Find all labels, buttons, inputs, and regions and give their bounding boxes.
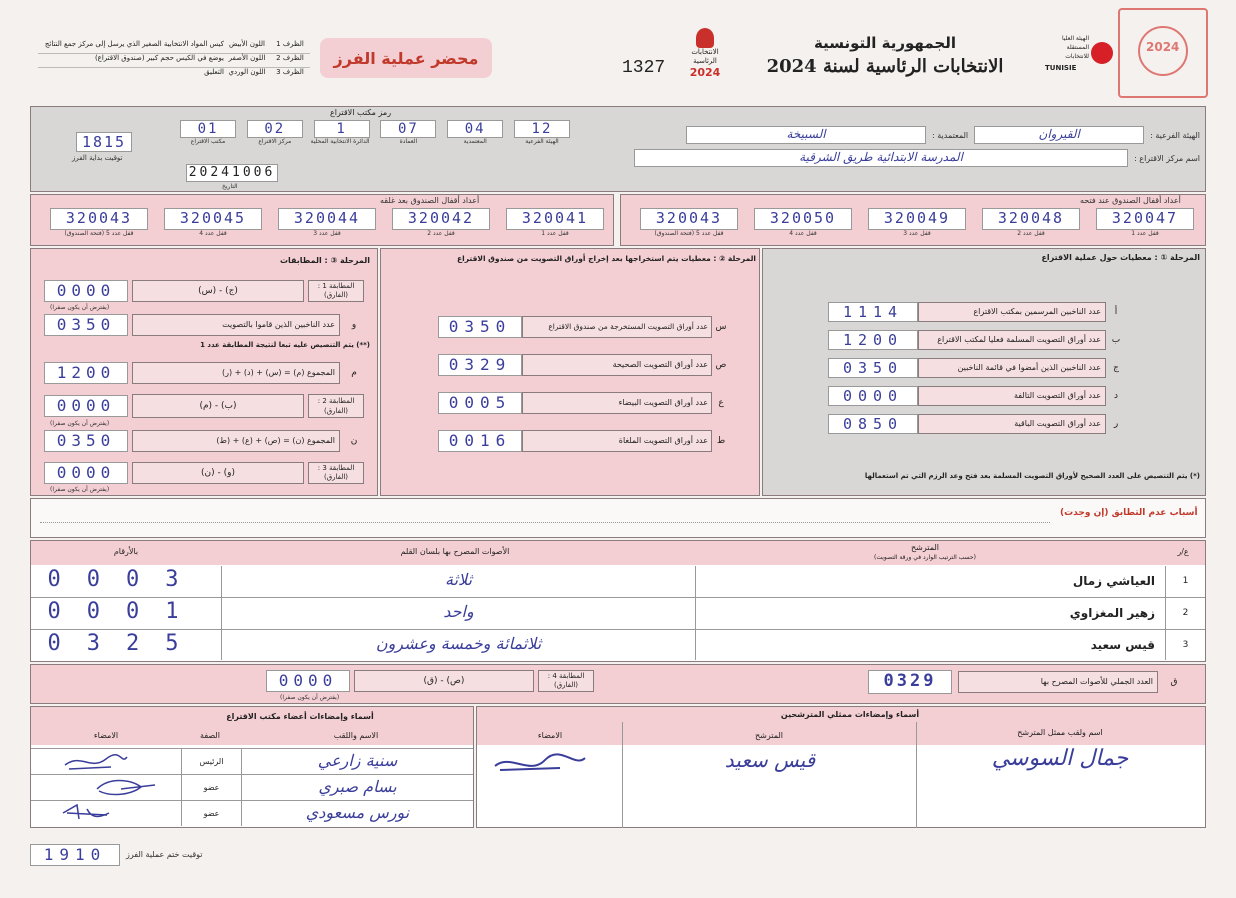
match2-sub: (الفارق) <box>323 407 349 415</box>
row-key: ص <box>715 360 727 370</box>
match3-formula: (و) - (ن) <box>132 462 304 484</box>
member-signature <box>31 775 181 800</box>
isie-logo <box>1045 32 1113 92</box>
code-label: المعتمدية <box>463 138 487 145</box>
sum-m-key: م <box>351 368 357 378</box>
row-value: 1200 <box>828 330 918 350</box>
row-label: عدد الناخبين المرسمين بمكتب الاقتراع <box>918 302 1106 322</box>
candidate-row <box>31 598 1205 630</box>
member-name: سنية زارعي <box>241 749 473 774</box>
candidate-words: ثلاثة <box>221 566 695 597</box>
branch-field <box>634 124 1200 146</box>
stage3-title: المرحلة ③ : المطابقات <box>279 256 370 265</box>
envelope-color: اللون الأبيض <box>229 40 265 48</box>
member-role: عضو <box>181 801 241 826</box>
col-name <box>690 543 1160 562</box>
member-signature <box>31 749 181 774</box>
envelope-legend <box>38 40 310 82</box>
lock-label: قفل عدد 4 <box>199 230 227 237</box>
row-label: عدد الناخبين الذين أمضوا في قائمة الناخبين <box>918 358 1106 378</box>
code-cell <box>380 120 436 156</box>
col-words: الأصوات المصرح بها بلسان القلم <box>400 547 510 556</box>
code-value: 12 <box>514 120 570 138</box>
row-label: عدد أوراق التصويت الملغاة <box>522 430 712 452</box>
candidate-row <box>31 630 1205 660</box>
lock-value: 320049 <box>868 208 966 230</box>
sum-n-row <box>44 430 364 452</box>
total-label: العدد الجملي للأصوات المصرح بها <box>958 671 1158 693</box>
lock-value: 320048 <box>982 208 1080 230</box>
start-time-label: توقيت بداية الفرز <box>72 154 123 162</box>
envelope-label: الظرف 2 <box>276 54 304 62</box>
serial-number: 1327 <box>622 58 666 78</box>
code-value: 07 <box>380 120 436 138</box>
col-digits: بالأرقام <box>113 547 139 556</box>
lock-label: قفل عدد 3 <box>903 230 931 237</box>
candidate-words: ثلاثمائة وخمسة وعشرون <box>221 630 695 660</box>
candidate-num: 3 <box>1165 630 1205 660</box>
mismatch-row <box>30 498 1206 538</box>
envelope-desc: كيس المواد الانتخابية الصغير الذي يرسل إلى مركز جمع النتائج <box>44 40 224 48</box>
envelope-color: اللون الوردي <box>228 68 266 76</box>
envelope-label: الظرف 3 <box>276 68 304 76</box>
voters-label: عدد الناخبين الذين قاموا بالتصويت <box>132 314 340 336</box>
members-col-role: الصفة <box>200 731 220 740</box>
isie-abbr: TUNISIE <box>1045 64 1077 72</box>
envelope-row <box>38 40 310 54</box>
match4-note: (يفترض أن يكون صفرا) <box>280 694 340 701</box>
stage2-rows <box>430 316 730 452</box>
row-key: ب <box>1111 335 1121 345</box>
match1-note: (يفترض أن يكون صفرا) <box>50 304 110 311</box>
match3-title: المطابقة 3 : <box>317 464 355 472</box>
member-rows <box>31 748 473 826</box>
doc-title <box>320 38 492 78</box>
stage2-row <box>430 392 730 414</box>
candidate-digits: 0003 <box>47 567 205 592</box>
stage1-note: (*) يتم التنصيص على العدد الصحيح لأوراق التصويت المسلمة بعد فتح وعد الرزم التي تم استعمالها <box>864 472 1200 480</box>
match3-label <box>308 462 364 484</box>
lock-value: 320043 <box>50 208 148 230</box>
row-value: 0350 <box>438 316 522 338</box>
candidate-name: قيس سعيد <box>695 630 1165 660</box>
candidate-num: 1 <box>1165 566 1205 597</box>
match3-note: (يفترض أن يكون صفرا) <box>50 486 110 493</box>
lock-label: قفل عدد 1 <box>1131 230 1159 237</box>
delegation-value: السبيخة <box>686 126 926 144</box>
envelope-row <box>38 54 310 68</box>
lock-value: 320044 <box>278 208 376 230</box>
envelope-color: اللون الأصفر <box>228 54 266 62</box>
member-signature <box>31 801 181 826</box>
logo-mark-icon <box>696 28 714 48</box>
code-cell <box>447 120 503 156</box>
lock-value: 320041 <box>506 208 604 230</box>
logo-text: الانتخابات الرئاسية <box>691 48 719 65</box>
rep-signature-mark <box>490 748 590 778</box>
rep-signature <box>490 748 590 782</box>
code-value: 02 <box>247 120 303 138</box>
code-label: الدائرة الانتخابية المحلية <box>310 138 370 145</box>
match2-formula: (ب) - (م) <box>132 394 304 418</box>
stage1-row <box>822 358 1126 378</box>
member-name: نورس مسعودي <box>241 801 473 826</box>
member-signature-mark <box>57 801 117 825</box>
match4-formula: (ص) - (ق) <box>354 670 534 692</box>
lock-cell <box>640 208 738 237</box>
lock-value: 320045 <box>164 208 262 230</box>
match4-title: المطابقة 4 : <box>547 672 585 680</box>
date-value: 20241006 <box>186 164 278 182</box>
sum-m-row <box>44 362 364 384</box>
member-role: عضو <box>181 775 241 800</box>
row-key: د <box>1113 391 1118 401</box>
row-key: أ <box>1114 307 1118 317</box>
envelope-desc: التعليق <box>204 68 224 76</box>
election-logo <box>680 28 730 90</box>
match1-sub: (الفارق) <box>323 291 349 299</box>
end-time-label: توقيت ختم عملية الفرز <box>126 850 203 859</box>
stage1-row <box>822 386 1126 406</box>
match4-value: 0000 <box>266 670 350 692</box>
code-label: الهيئة الفرعية <box>525 138 559 145</box>
col-name-title: المترشح <box>911 543 939 552</box>
lock-cell <box>982 208 1080 237</box>
match3 <box>44 462 364 484</box>
lock-cell <box>164 208 262 237</box>
code-cell <box>247 120 303 156</box>
members-col-sig: الامضاء <box>93 731 119 740</box>
locks-before-title: أعداد أقفال الصندوق عند فتحه <box>1080 196 1181 205</box>
republic-title: الجمهورية التونسية <box>814 34 956 52</box>
reps-col-rep: اسم ولقب ممثل المترشح <box>1017 728 1103 737</box>
center-field <box>634 148 1200 168</box>
members-col-name: الاسم واللقب <box>333 731 379 740</box>
center-value: المدرسة الابتدائية طريق الشرقية <box>634 149 1128 167</box>
lock-cell <box>868 208 966 237</box>
sum-n-value: 0350 <box>44 430 128 452</box>
row-key: ع <box>718 398 724 408</box>
row-label: عدد أوراق التصويت التالفة <box>918 386 1106 406</box>
election-title: الانتخابات الرئاسية لسنة 2024 <box>766 56 1004 77</box>
row-value: 0005 <box>438 392 522 414</box>
locks-after-row <box>50 208 604 237</box>
lock-value: 320050 <box>754 208 852 230</box>
voters-row <box>44 314 364 336</box>
lock-label: قفل عدد 2 <box>1017 230 1045 237</box>
row-value: 0350 <box>828 358 918 378</box>
match2-title: المطابقة 2 : <box>317 397 355 405</box>
match2-note: (يفترض أن يكون صفرا) <box>50 420 110 427</box>
total-key: ق <box>1170 677 1178 687</box>
row-value: 0016 <box>438 430 522 452</box>
candidate-digits: 0325 <box>47 631 205 656</box>
lock-cell <box>50 208 148 237</box>
mismatch-line <box>40 522 1050 523</box>
rep-name: جمال السوسي <box>991 746 1129 771</box>
office-code-title: رمز مكتب الاقتراع <box>330 108 392 117</box>
total-field <box>694 670 1184 694</box>
stage1-row <box>822 414 1126 434</box>
match4-sub: (الفارق) <box>553 681 579 689</box>
match1-label <box>308 280 364 302</box>
row-value: 1114 <box>828 302 918 322</box>
lock-value: 320042 <box>392 208 490 230</box>
code-cell <box>310 120 370 156</box>
code-label: مكتب الاقتراع <box>190 138 226 145</box>
lock-label: قفل عدد 5 (فتحة الصندوق) <box>64 230 134 237</box>
match2 <box>44 394 364 418</box>
match1-formula: (ج) - (س) <box>132 280 304 302</box>
envelope-label: الظرف 1 <box>276 40 304 48</box>
lock-cell <box>278 208 376 237</box>
stage2-row <box>430 354 730 376</box>
row-key: س <box>715 322 727 332</box>
lock-cell <box>392 208 490 237</box>
member-row <box>31 800 473 826</box>
lock-label: قفل عدد 1 <box>541 230 569 237</box>
match1-title: المطابقة 1 : <box>317 282 355 290</box>
code-value: 04 <box>447 120 503 138</box>
member-signature-mark <box>91 775 161 799</box>
member-name: بسام صبري <box>241 775 473 800</box>
stage1-title: المرحلة ① : معطيات حول عملية الاقتراع <box>1041 253 1200 262</box>
candidate-name: العياشي زمال <box>695 566 1165 597</box>
code-cell <box>180 120 236 156</box>
code-label: مركز الاقتراع <box>258 138 292 145</box>
reps-col-sig: الامضاء <box>537 731 563 740</box>
match1-value: 0000 <box>44 280 128 302</box>
stage2-row <box>430 316 730 338</box>
voters-key: و <box>351 320 357 330</box>
stage1-row <box>822 302 1126 322</box>
reps-title: أسماء وإمضاءات ممثلي المترشحين <box>780 710 920 719</box>
start-time: 1815 <box>76 132 132 152</box>
stage2-row <box>430 430 730 452</box>
envelope-desc: يوضع في الكيس حجم كبير (صندوق الاقتراع) <box>94 54 224 62</box>
match3-value: 0000 <box>44 462 128 484</box>
row-key: ر <box>1113 419 1119 429</box>
row-label: عدد أوراق التصويت المسلمة فعليا لمكتب الاقتراع <box>918 330 1106 350</box>
candidate-words: واحد <box>221 598 695 629</box>
candidate-digits: 0001 <box>47 599 205 624</box>
center-label: اسم مركز الاقتراع : <box>1134 153 1200 163</box>
mismatch-label: أسباب عدم التطابق (إن وجدت) <box>1060 508 1198 518</box>
candidate-num: 2 <box>1165 598 1205 629</box>
envelope-row <box>38 68 310 82</box>
members-title: أسماء وإمضاءات أعضاء مكتب الاقتراع <box>226 712 374 721</box>
col-name-sub: (حسب الترتيب الوارد في ورقة التصويت) <box>874 554 976 561</box>
row-key: ط <box>716 436 726 446</box>
row-value: 0329 <box>438 354 522 376</box>
office-codes <box>180 120 570 156</box>
member-signature-mark <box>61 749 131 773</box>
row-value: 0000 <box>828 386 918 406</box>
sum-m-label: المجموع (م) = (س) + (د) + (ر) <box>132 362 340 384</box>
locks-after-title: أعداد أقفال الصندوق بعد غلقه <box>380 196 480 205</box>
row-label: عدد أوراق التصويت الصحيحة <box>522 354 712 376</box>
reps-divider <box>622 722 623 828</box>
sum-n-key: ن <box>350 436 358 446</box>
lock-label: قفل عدد 3 <box>313 230 341 237</box>
branch-label: الهيئة الفرعية : <box>1150 130 1200 140</box>
match3-sub: (الفارق) <box>323 473 349 481</box>
stage1-row <box>822 330 1126 350</box>
candidate-rows <box>31 566 1205 660</box>
logo-year: 2024 <box>689 66 721 79</box>
lock-label: قفل عدد 4 <box>789 230 817 237</box>
match2-label <box>308 394 364 418</box>
date-label: التاريخ <box>222 183 238 190</box>
code-value: 1 <box>314 120 370 138</box>
sum-m-value: 1200 <box>44 362 128 384</box>
total-value: 0329 <box>868 670 952 694</box>
candidate-row <box>31 566 1205 598</box>
stage1-rows <box>822 302 1126 442</box>
match4 <box>264 670 594 692</box>
row-label: عدد أوراق التصويت البيضاء <box>522 392 712 414</box>
member-role: الرئيس <box>181 749 241 774</box>
stage2-title: المرحلة ② : معطيات يتم استخراجها بعد إخراج أوراق التصويت من صندوق الاقتراع <box>457 254 756 263</box>
row-label: عدد أوراق التصويت المستخرجة من صندوق الاقتراع <box>522 316 712 338</box>
code-cell <box>514 120 570 156</box>
locks-before-row <box>640 208 1194 237</box>
reps-divider <box>916 722 917 828</box>
member-row <box>31 748 473 774</box>
sum-n-label: المجموع (ن) = (ص) + (ع) + (ط) <box>132 430 340 452</box>
doc-title-text: محضر عملية الفرز <box>333 48 479 68</box>
candidate-name: زهير المغزاوي <box>695 598 1165 629</box>
tunisia-flag-icon <box>1091 42 1113 64</box>
stamp <box>1118 8 1208 98</box>
end-time: 1910 <box>30 844 120 866</box>
code-label: العمادة <box>399 138 418 145</box>
delegation-label: المعتمدية : <box>932 130 969 140</box>
lock-cell <box>754 208 852 237</box>
lock-cell <box>1096 208 1194 237</box>
isie-name: الهيئة العليا المستقلة للانتخابات <box>1061 35 1089 60</box>
member-row <box>31 774 473 800</box>
row-key: ج <box>1113 363 1119 373</box>
match2-value: 0000 <box>44 395 128 417</box>
lock-cell <box>506 208 604 237</box>
col-num: ع/ر <box>1177 547 1189 556</box>
stamp-text: 2024 <box>1146 40 1180 54</box>
rep-candidate: قيس سعيد <box>724 748 816 772</box>
reps-col-cand: المترشح <box>755 731 783 740</box>
match4-label <box>538 670 594 692</box>
lock-value: 320043 <box>640 208 738 230</box>
row-label: عدد أوراق التصويت الباقية <box>918 414 1106 434</box>
lock-label: قفل عدد 2 <box>427 230 455 237</box>
voters-value: 0350 <box>44 314 128 336</box>
match1 <box>44 280 364 302</box>
voters-note: (**) يتم التنصيص عليه تبعا لنتيجة المطابقة عدد 1 <box>200 341 370 349</box>
row-value: 0850 <box>828 414 918 434</box>
lock-value: 320047 <box>1096 208 1194 230</box>
code-value: 01 <box>180 120 236 138</box>
lock-label: قفل عدد 5 (فتحة الصندوق) <box>654 230 724 237</box>
branch-value: القيروان <box>974 126 1144 144</box>
